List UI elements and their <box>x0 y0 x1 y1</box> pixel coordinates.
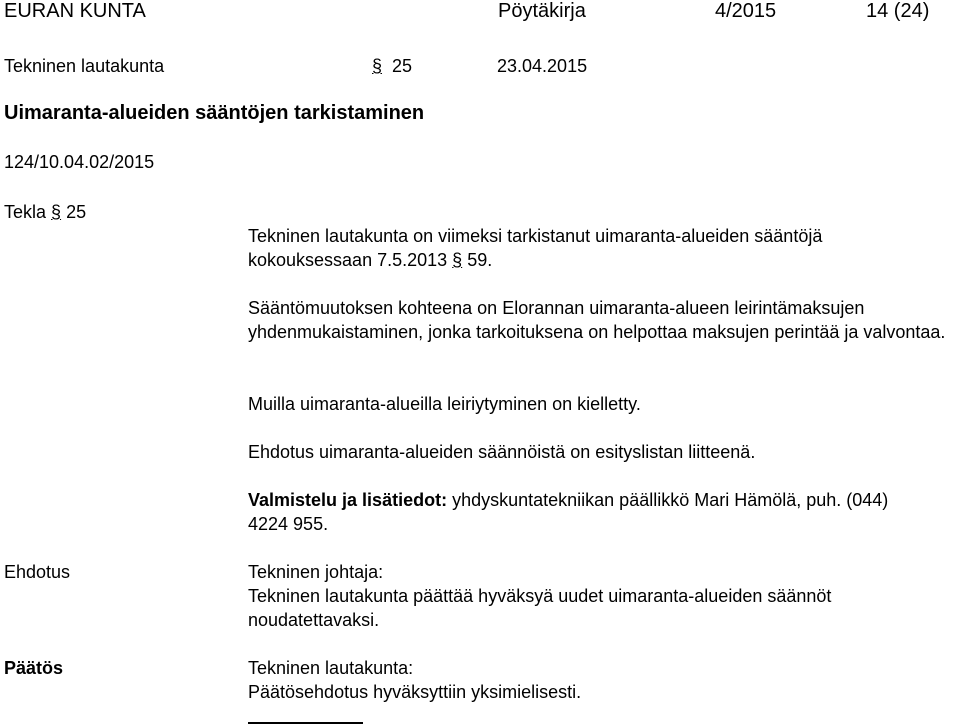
decision-label: Päätös <box>4 658 64 678</box>
paragraph-5 <box>248 488 908 536</box>
tekla-section-sign: § <box>51 202 62 222</box>
section-sign: § <box>372 56 383 76</box>
document-type: Pöytäkirja <box>498 0 586 22</box>
municipality-name: EURAN KUNTA <box>4 0 146 22</box>
section-number: 25 <box>392 56 413 76</box>
proposal-by: Tekninen johtaja: <box>248 562 384 582</box>
paragraph-1-section: 59. <box>467 250 493 270</box>
paragraph-1-section-sign: § <box>452 250 463 270</box>
meeting-date: 23.04.2015 <box>497 56 588 76</box>
divider <box>248 722 363 724</box>
paragraph-1-line-1: Tekninen lautakunta on viimeksi tarkistanut uimaranta-alueiden sääntöjä <box>248 226 823 246</box>
preparer-label: Valmistelu ja lisätiedot: <box>248 490 448 510</box>
page-number: 14 (24) <box>866 0 930 22</box>
meeting-body: Tekninen lautakunta <box>4 56 165 76</box>
decision-text: Päätösehdotus hyväksyttiin yksimielisesti. <box>248 682 582 702</box>
proposal-text: Tekninen lautakunta päättää hyväksyä uudet uimaranta-alueiden säännöt noudatettavaksi. <box>248 586 832 630</box>
page-title: Uimaranta-alueiden sääntöjen tarkistaminen <box>4 102 425 124</box>
paragraph-2: Sääntömuutoksen kohteena on Elorannan uimaranta-alueen leirintämaksujen yhdenmukaistaminen, jonka tarkoituksena on helpottaa maksujen perintää ja valvontaa. <box>248 298 946 342</box>
tekla-label: Tekla <box>4 202 47 222</box>
paragraph-4: Ehdotus uimaranta-alueiden säännöistä on esityslistan liitteenä. <box>248 442 756 462</box>
preparer-details: yhdyskuntatekniikan päällikkö Mari Hämölä, puh. (044) 4224 955. <box>248 490 889 534</box>
tekla-number: 25 <box>66 202 87 222</box>
document-number: 4/2015 <box>715 0 777 22</box>
record-number: 124/10.04.02/2015 <box>4 152 155 172</box>
tekla-reference <box>4 200 86 224</box>
paragraph-1-line-2 <box>248 248 492 272</box>
paragraph-3: Muilla uimaranta-alueilla leiriytyminen on kielletty. <box>248 394 641 414</box>
paragraph-1-meeting: kokouksessaan 7.5.2013 <box>248 250 448 270</box>
decision-by: Tekninen lautakunta: <box>248 658 414 678</box>
proposal-label: Ehdotus <box>4 562 71 582</box>
